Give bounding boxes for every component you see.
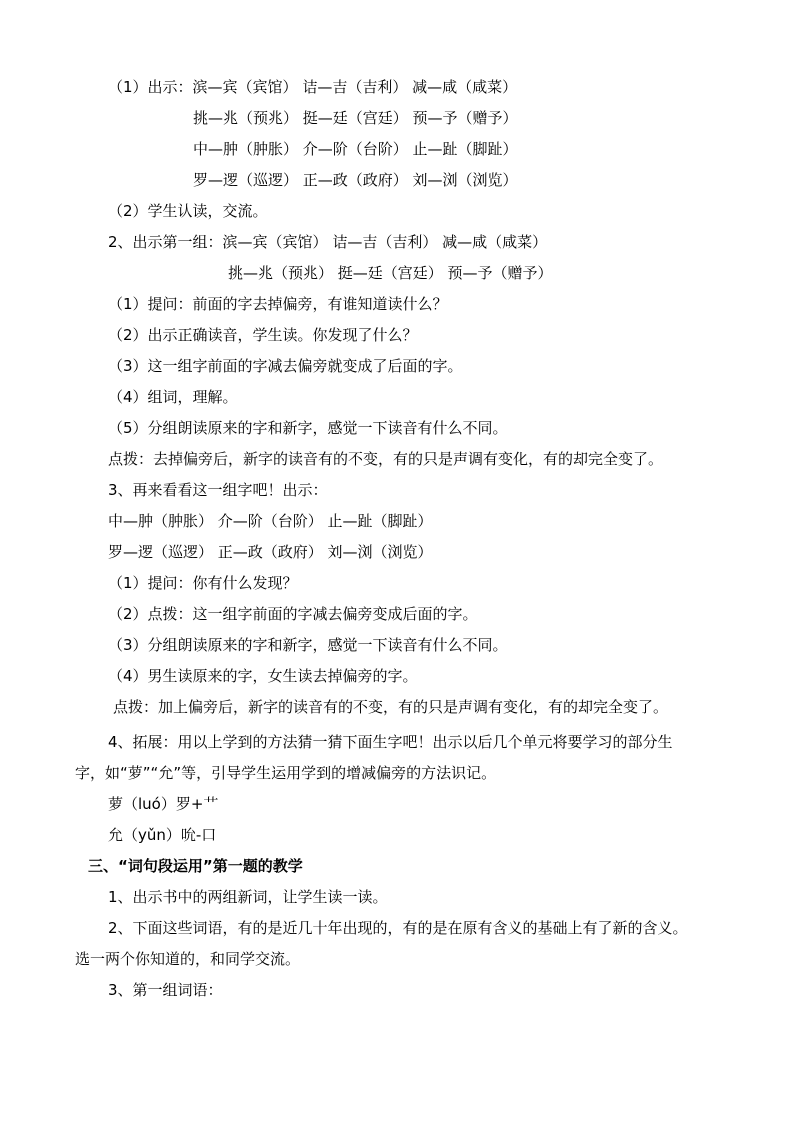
text-line: （1）出示：滨—宾（宾馆） 诘—吉（吉利） 减—咸（咸菜） bbox=[108, 78, 518, 96]
text-line: 挑—兆（预兆） 挺—廷（宫廷） 预—予（赠予） bbox=[193, 109, 518, 127]
text-line: 点拨：去掉偏旁后，新字的读音有的不变，有的只是声调有变化，有的却完全变了。 bbox=[108, 450, 664, 468]
text-line: 2、下面这些词语，有的是近几十年出现的，有的是在原有含义的基础上有了新的含义。 bbox=[108, 919, 688, 937]
text-line: 罗—逻（巡逻） 正—政（政府） 刘—浏（浏览） bbox=[108, 543, 433, 561]
text-line: （3）分组朗读原来的字和新字，感觉一下读音有什么不同。 bbox=[108, 636, 508, 654]
text-line: 2、出示第一组：滨—宾（宾馆） 诘—吉（吉利） 减—咸（咸菜） bbox=[108, 233, 548, 251]
text-line: 4、拓展：用以上学到的方法猜一猜下面生字吧！出示以后几个单元将要学习的部分生 bbox=[108, 733, 673, 751]
text-line: （3）这一组字前面的字减去偏旁就变成了后面的字。 bbox=[108, 357, 463, 375]
text-line: 3、再来看看这一组字吧！出示： bbox=[108, 481, 328, 499]
text-line: 选一两个你知道的，和同学交流。 bbox=[75, 950, 301, 968]
text-line: （1）提问：前面的字去掉偏旁，有谁知道读什么？ bbox=[108, 295, 448, 313]
text-line: 3、第一组词语： bbox=[108, 981, 223, 999]
section-heading: 三、“词句段运用”第一题的教学 bbox=[88, 857, 303, 875]
text-line: （2）学生认读，交流。 bbox=[108, 202, 268, 220]
text-line: 萝（luó）罗+艹 bbox=[108, 795, 219, 813]
text-line: （2）出示正确读音，学生读。你发现了什么？ bbox=[108, 326, 418, 344]
text-line: 1、出示书中的两组新词，让学生读一读。 bbox=[108, 888, 388, 906]
text-line: 中—肿（肿胀） 介—阶（台阶） 止—趾（脚趾） bbox=[108, 512, 433, 530]
text-line: 罗—逻（巡逻） 正—政（政府） 刘—浏（浏览） bbox=[193, 171, 518, 189]
text-line: （1）提问：你有什么发现？ bbox=[108, 574, 298, 592]
text-line: （2）点拨：这一组字前面的字减去偏旁变成后面的字。 bbox=[108, 605, 478, 623]
text-line: 挑—兆（预兆） 挺—廷（宫廷） 预—予（赠予） bbox=[228, 264, 553, 282]
text-line: 中—肿（肿胀） 介—阶（台阶） 止—趾（脚趾） bbox=[193, 140, 518, 158]
text-line: （5）分组朗读原来的字和新字，感觉一下读音有什么不同。 bbox=[108, 419, 508, 437]
text-line: （4）组词，理解。 bbox=[108, 388, 238, 406]
text-line: 允（yǔn）吮-口 bbox=[108, 826, 217, 844]
text-line: 点拨：加上偏旁后，新字的读音有的不变，有的只是声调有变化，有的却完全变了。 bbox=[113, 698, 669, 716]
text-line: （4）男生读原来的字，女生读去掉偏旁的字。 bbox=[108, 667, 418, 685]
text-line: 字，如“萝”“允”等，引导学生运用学到的增减偏旁的方法识记。 bbox=[75, 764, 497, 782]
